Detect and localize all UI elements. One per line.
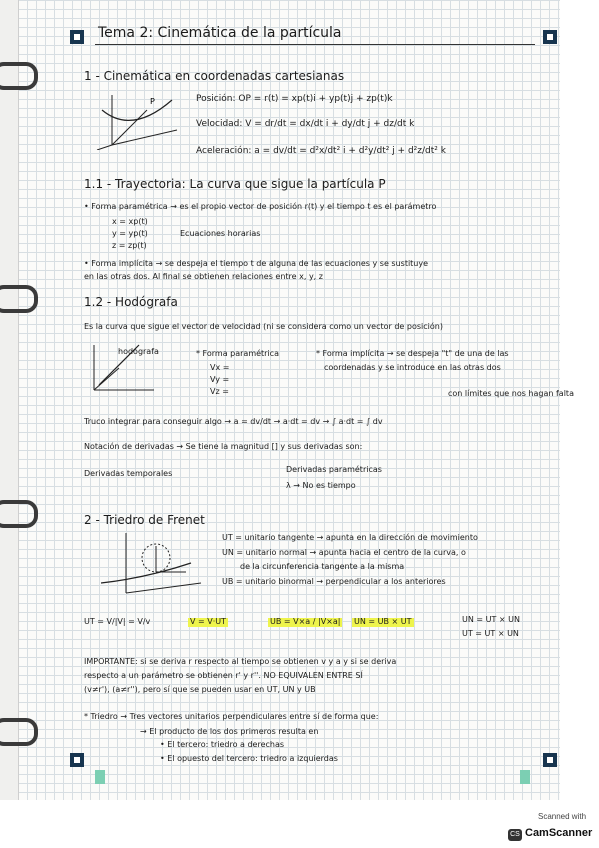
text-line: Truco integrar para conseguir algo → a = dv/dt → a·dt = dv → ∫ a·dt = ∫ dv — [84, 417, 383, 426]
text-line: • Forma paramétrica → es el propio vector de posición r(t) y el tiempo t es el parámetro — [84, 202, 437, 211]
text-line: de la circunferencia tangente a la misma — [240, 562, 405, 571]
equation: Vx = — [210, 363, 230, 372]
text-line: * Forma implícita → se despeja "t" de una de las — [316, 349, 509, 358]
text-line: λ → No es tiempo — [286, 481, 356, 490]
equation: x = xp(t) — [112, 217, 148, 226]
corner-marker-icon — [543, 753, 557, 767]
text-line: → El producto de los dos primeros resulta en — [140, 727, 319, 736]
corner-marker-icon — [70, 30, 84, 44]
text-line: coordenadas y se introduce en las otras dos — [324, 363, 501, 372]
equation-label: Ecuaciones horarias — [180, 229, 261, 238]
formula-aceleracion: Aceleración: a = dv/dt = d²x/dt² i + d²y/dt² j + d²z/dt² k — [196, 146, 446, 156]
binder-ring — [0, 500, 38, 528]
text-line: IMPORTANTE: si se deriva r respecto al tiempo se obtienen v y a y si se deriva — [84, 657, 397, 666]
tab-marker — [95, 770, 105, 784]
text-line: respecto a un parámetro se obtienen r' y r''. NO EQUIVALEN ENTRE SÍ — [84, 671, 363, 680]
formula-highlight: V = V·UT — [190, 617, 227, 626]
text-line: Derivadas temporales — [84, 469, 173, 478]
text-line: • Forma implícita → se despeja el tiempo t de alguna de las ecuaciones y se sustituye — [84, 259, 429, 268]
section-heading: 1 - Cinemática en coordenadas cartesianas — [84, 69, 345, 83]
text-line: Es la curva que sigue el vector de velocidad (ni se considera como un vector de posición) — [84, 322, 443, 331]
title-underline — [95, 44, 535, 45]
page-edge — [0, 0, 19, 800]
text-line: UB = unitario binormal → perpendicular a los anteriores — [222, 577, 446, 586]
text-line: • El opuesto del tercero: triedro a izquierdas — [160, 754, 338, 763]
annotation: con límites que nos hagan falta — [448, 389, 574, 398]
svg-text:P: P — [150, 97, 155, 106]
tab-marker — [520, 770, 530, 784]
equation: Vz = — [210, 387, 229, 396]
binder-ring — [0, 62, 38, 90]
formula: UN = UT × UN — [462, 615, 520, 624]
text-line: • El tercero: triedro a derechas — [160, 740, 285, 749]
section-heading: 1.1 - Trayectoria: La curva que sigue la partícula P — [84, 177, 386, 191]
equation: Vy = — [210, 375, 230, 384]
camscanner-icon: CS — [508, 829, 522, 841]
section-heading: 2 - Triedro de Frenet — [84, 513, 205, 527]
binder-ring — [0, 718, 38, 746]
corner-marker-icon — [543, 30, 557, 44]
graph-label: hodógrafa — [118, 347, 159, 356]
text-line: UN = unitario normal → apunta hacia el centro de la curva, o — [222, 548, 466, 557]
scanner-caption: Scanned with — [538, 812, 587, 821]
formula-velocidad: Velocidad: V = dr/dt = dx/dt i + dy/dt j + dz/dt k — [196, 119, 415, 129]
page-title: Tema 2: Cinemática de la partícula — [98, 25, 342, 41]
corner-marker-icon — [70, 753, 84, 767]
frenet-diagram — [96, 528, 206, 598]
text-line: Derivadas paramétricas — [286, 465, 382, 474]
formula: UT = V/|V| = V/v — [84, 617, 151, 626]
text-line: Notación de derivadas → Se tiene la magnitud [] y sus derivadas son: — [84, 442, 363, 451]
equation: y = yp(t) — [112, 229, 148, 238]
text-line: en las otras dos. Al final se obtienen relaciones entre x, y, z — [84, 272, 323, 281]
formula-posicion: Posición: OP = r(t) = xp(t)i + yp(t)j + zp(t)k — [196, 94, 393, 104]
text-line: (v≠r'), (a≠r''), pero sí que se pueden usar en UT, UN y UB — [84, 685, 316, 694]
section-heading: 1.2 - Hodógrafa — [84, 295, 178, 309]
scanner-brand: CamScanner — [525, 827, 593, 839]
equation: z = zp(t) — [112, 241, 147, 250]
formula: UT = UT × UN — [462, 629, 519, 638]
binder-ring — [0, 285, 38, 313]
formula-highlight: UN = UB × UT — [354, 617, 412, 626]
text-line: UT = unitario tangente → apunta en la dirección de movimiento — [222, 533, 478, 542]
formula-highlight: UB = V×a / |V×a| — [270, 617, 341, 626]
scanner-watermark — [508, 812, 592, 841]
text-line: * Triedro → Tres vectores unitarios perpendiculares entre sí de forma que: — [84, 712, 379, 721]
text-line: * Forma paramétrica — [196, 349, 279, 358]
trajectory-diagram — [92, 90, 182, 150]
